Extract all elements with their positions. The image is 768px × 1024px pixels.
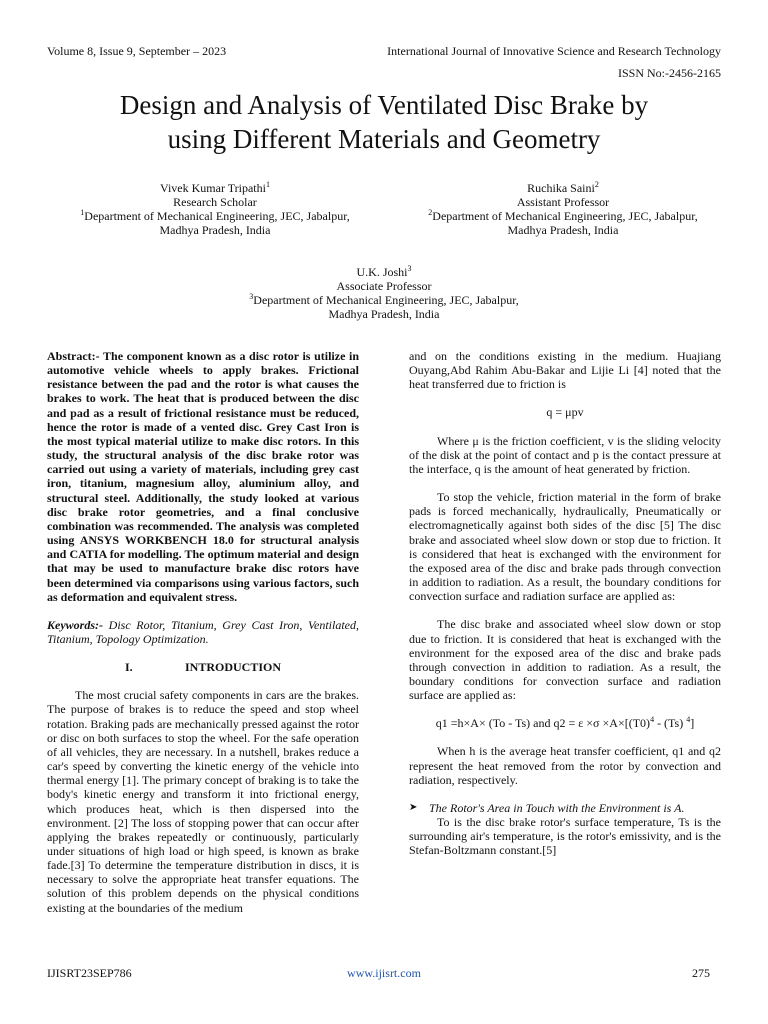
author-role: Assistant Professor: [516, 195, 610, 209]
author-affiliation: Department of Mechanical Engineering, JEC, Jabalpur,: [84, 209, 350, 223]
paper-title-line-1: Design and Analysis of Ventilated Disc Brake by: [119, 90, 649, 120]
author-sup: 3: [407, 264, 412, 273]
author-block-1: [40, 181, 390, 237]
equation-boundary-conditions: [409, 716, 721, 730]
intro-paragraph: The most crucial safety components in cars are the brakes. The purpose of brakes is to reduce the speed and stop wheel rotation. Braking pads are mechanically pressed against the rotor or disc on both surfaces to stop the wheel. For the safe operation of all vehicles, they are necessary. In a nutshell, brakes reduce a car's speed by converting the kinetic energy of the vehicle into thermal energy [1]. The primary concept of braking is to take the body's kinetic energy and transform it into frictional energy, which produces heat, which is then dispersed into the environment. [2] The loss of stopping power that can occur after applying the brakes repeatedly or continuously, particularly under situations of high load or high speed, is known as brake fade.[3] To determine the temperature distribution in discs, it is necessary to solve the appropriate heat transfer equations. The solution of this problem depends on the physical conditions existing at the boundaries of the medium: [47, 688, 359, 915]
right-paragraph-2: Where μ is the friction coefficient, v is the sliding velocity of the disk at the point of contact and p is the contact pressure at the interface, q is the amount of heat generated by friction.: [409, 433, 721, 476]
footer-paper-id: IJISRT23SEP786: [47, 966, 132, 980]
keywords-label: Keywords:-: [47, 617, 103, 632]
equation-friction-heat: q = μpv: [546, 405, 584, 420]
affil-sup: 1: [80, 208, 85, 217]
affil-sup: 3: [249, 292, 254, 301]
bullet-text: The Rotor's Area in Touch with the Environment is A.: [429, 800, 685, 815]
right-paragraph-5: When h is the average heat transfer coefficient, q1 and q2 represent the heat removed from the rotor by convection and radiation, respectively.: [409, 744, 721, 787]
author-name: Ruchika Saini: [527, 181, 595, 195]
author-name: Vivek Kumar Tripathi: [160, 181, 266, 195]
author-location: Madhya Pradesh, India: [328, 307, 440, 321]
arrow-bullet-icon: ➤: [409, 801, 418, 813]
equation-exponent: 4: [686, 715, 691, 725]
author-affiliation: Department of Mechanical Engineering, JEC, Jabalpur,: [253, 293, 519, 307]
author-affiliation: Department of Mechanical Engineering, JEC, Jabalpur,: [432, 209, 698, 223]
right-paragraph-1: and on the conditions existing in the medium. Huajiang Ouyang,Abd Rahim Abu-Bakar and Lijie Li [4] noted that the heat transferred due to friction is: [409, 349, 721, 392]
abstract: Abstract:- The component known as a disc rotor is utilize in automotive vehicle wheels to apply brakes. Frictional resistance between the pad and the rotor is what causes the brakes to work. The heat that is produced between the disc and pad as a result of frictional resistance must be reduced, hence the rotor is made of a vented disc. Grey Cast Iron is the most typical material utilize to make disc rotors. In this study, the structural analysis of the disc brake rotor was carried out using a variety of materials, including grey cast iron, titanium, magnesium alloy, aluminium alloy, and structural steel. Additionally, the study looked at various disc brake rotor geometries, and a final conclusive combination was recommended. The analysis was completed using ANSYS WORKBENCH 18.0 for structural analysis and CATIA for modelling. The optimum material and design that may be used to manufacture brake disc rotors have been determined via comparisons using various factors, such as deformation and equivalent stress.: [47, 349, 359, 604]
author-role: Research Scholar: [173, 195, 257, 209]
running-header-volume: Volume 8, Issue 9, September – 2023: [47, 44, 227, 58]
right-paragraph-6: To is the disc brake rotor's surface temperature, Ts is the surrounding air's temperature, is the rotor's emissivity, and is the Stefan-Boltzmann constant.[5]: [409, 815, 721, 858]
paper-title: [40, 88, 728, 156]
author-role: Associate Professor: [336, 279, 432, 293]
footer-website-link[interactable]: www.ijisrt.com: [347, 966, 421, 980]
right-column: [409, 349, 721, 858]
section-title: INTRODUCTION: [184, 660, 281, 675]
section-number: I.: [124, 660, 133, 675]
author-name: U.K. Joshi: [356, 265, 408, 279]
author-sup: 2: [594, 180, 599, 189]
right-paragraph-4: The disc brake and associated wheel slow down or stop due to friction. It is considered that heat is exchanged with the environment for the exposed area of the disc and brake pads through convection in addition to radiation. As a result, the boundary conditions for convection surface and radiation surface are applied as:: [409, 617, 721, 703]
left-column: [47, 349, 359, 915]
page-number: 275: [692, 966, 710, 980]
author-block-3: [200, 265, 568, 321]
author-location: Madhya Pradesh, India: [507, 223, 619, 237]
right-paragraph-3: To stop the vehicle, friction material in the form of brake pads is forced mechanically, hydraulically, Pneumatically or electromagnetically against both sides of the disc [5] The disc brake and associated wheel slow down or stop due to friction. It is considered that heat is exchanged with the environment for the exposed area of the disc and brake pads through convection in addition to radiation. As a result, the boundary conditions for convection surface and radiation surface are applied as:: [409, 490, 721, 604]
running-header-issn: ISSN No:-2456-2165: [617, 66, 721, 80]
author-sup: 1: [265, 180, 270, 189]
equation-part: - (Ts): [654, 716, 687, 731]
section-heading-introduction: [47, 660, 359, 674]
author-block-2: [398, 181, 728, 237]
keywords: [47, 618, 359, 646]
equation-exponent: 4: [650, 715, 655, 725]
equation-part: q1 =h×A× (To - Ts) and q2 = ε ×σ ×A×[(T0): [435, 716, 651, 731]
affil-sup: 2: [428, 208, 433, 217]
running-header-journal: International Journal of Innovative Science and Research Technology: [387, 44, 721, 58]
equation-part: ]: [690, 716, 695, 731]
keywords-text: Disc Rotor, Titanium, Grey Cast Iron, Ventilated, Titanium, Topology Optimization.: [47, 617, 359, 646]
paper-title-line-2: using Different Materials and Geometry: [167, 124, 601, 154]
bullet-item: [409, 801, 721, 815]
author-location: Madhya Pradesh, India: [159, 223, 271, 237]
